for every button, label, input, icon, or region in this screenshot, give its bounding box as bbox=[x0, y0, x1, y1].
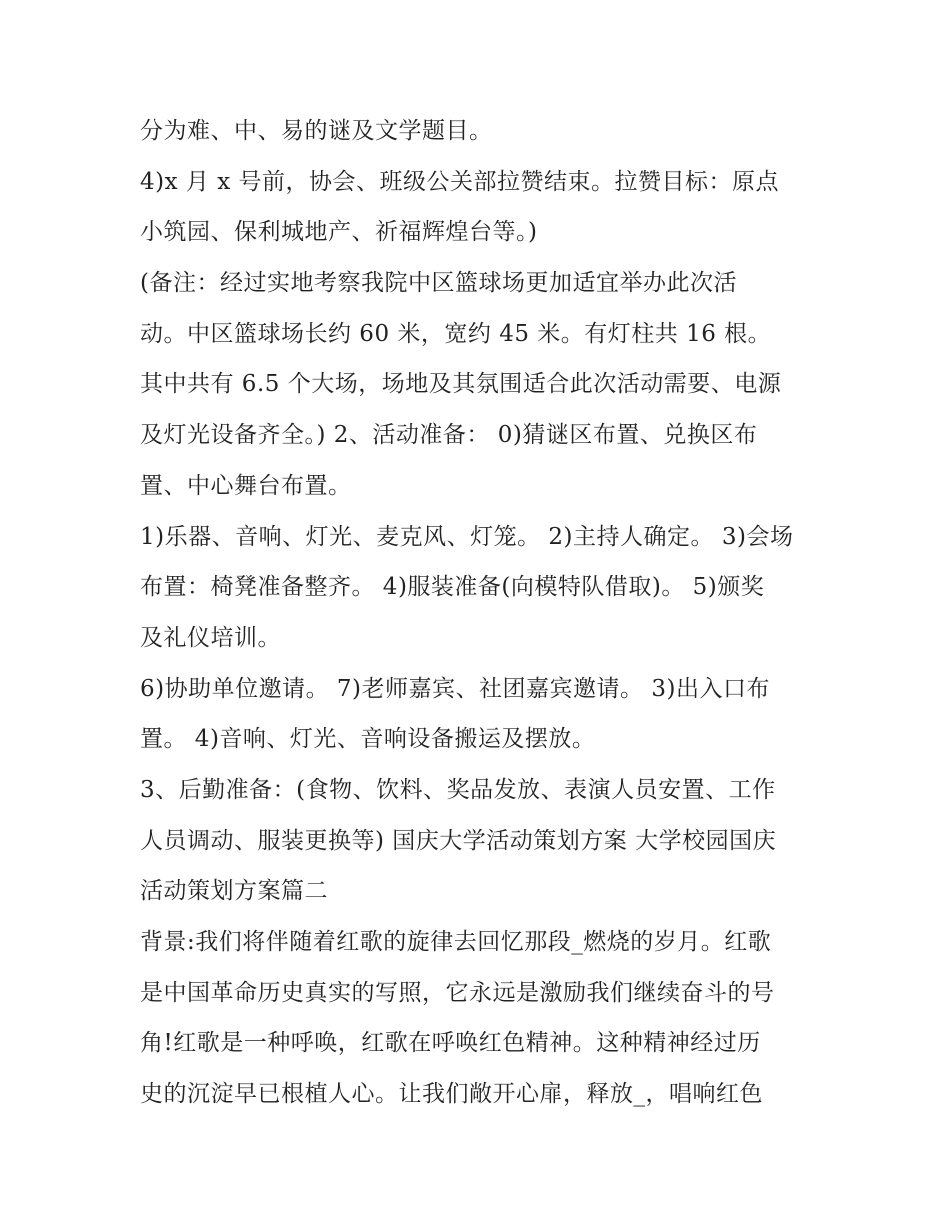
text-line: 4)x 月 x 号前，协会、班级公关部拉赞结束。拉赞目标：原点 bbox=[140, 168, 779, 195]
text-line: 及灯光设备齐全。) 2、活动准备： 0)猜谜区布置、兑换区布 bbox=[140, 422, 758, 449]
text-line: 人员调动、服装更换等) 国庆大学活动策划方案 大学校园国庆 bbox=[140, 827, 777, 854]
text-line: 及礼仪培训。 bbox=[140, 624, 281, 651]
text-line: 1)乐器、音响、灯光、麦克风、灯笼。 2)主持人确定。 3)会场 bbox=[140, 523, 794, 550]
text-line: 动。中区篮球场长约 60 米，宽约 45 米。有灯柱共 16 根。 bbox=[140, 320, 772, 347]
text-line: 置、中心舞台布置。 bbox=[140, 472, 352, 499]
text-line: 小筑园、保利城地产、祈福辉煌台等。) bbox=[140, 219, 538, 246]
text-line: 分为难、中、易的谜及文学题目。 bbox=[140, 118, 493, 144]
text-line: (备注：经过实地考察我院中区篮球场更加适宜举办此次活 bbox=[140, 270, 737, 297]
text-line: 是中国革命历史真实的写照，它永远是激励我们继续奋斗的号 bbox=[140, 979, 775, 1006]
text-line: 史的沉淀早已根植人心。让我们敞开心扉，释放_，唱响红色 bbox=[140, 1081, 763, 1108]
text-line: 角!红歌是一种呼唤，红歌在呼唤红色精神。这种精神经过历 bbox=[140, 1030, 761, 1057]
text-line: 置。 4)音响、灯光、音响设备搬运及摆放。 bbox=[140, 726, 596, 753]
text-line: 布置：椅凳准备整齐。 4)服装准备(向模特队借取)。 5)颁奖 bbox=[140, 574, 765, 601]
text-line: 6)协助单位邀请。 7)老师嘉宾、社团嘉宾邀请。 3)出入口布 bbox=[140, 675, 770, 702]
text-line: 3、后勤准备：(食物、饮料、奖品发放、表演人员安置、工作 bbox=[140, 776, 776, 803]
text-line: 活动策划方案篇二 bbox=[140, 878, 328, 905]
text-line: 其中共有 6.5 个大场，场地及其氛围适合此次活动需要、电源 bbox=[140, 371, 782, 398]
text-line: 背景:我们将伴随着红歌的旋律去回忆那段_燃烧的岁月。红歌 bbox=[140, 929, 772, 955]
document-body bbox=[140, 106, 830, 1120]
